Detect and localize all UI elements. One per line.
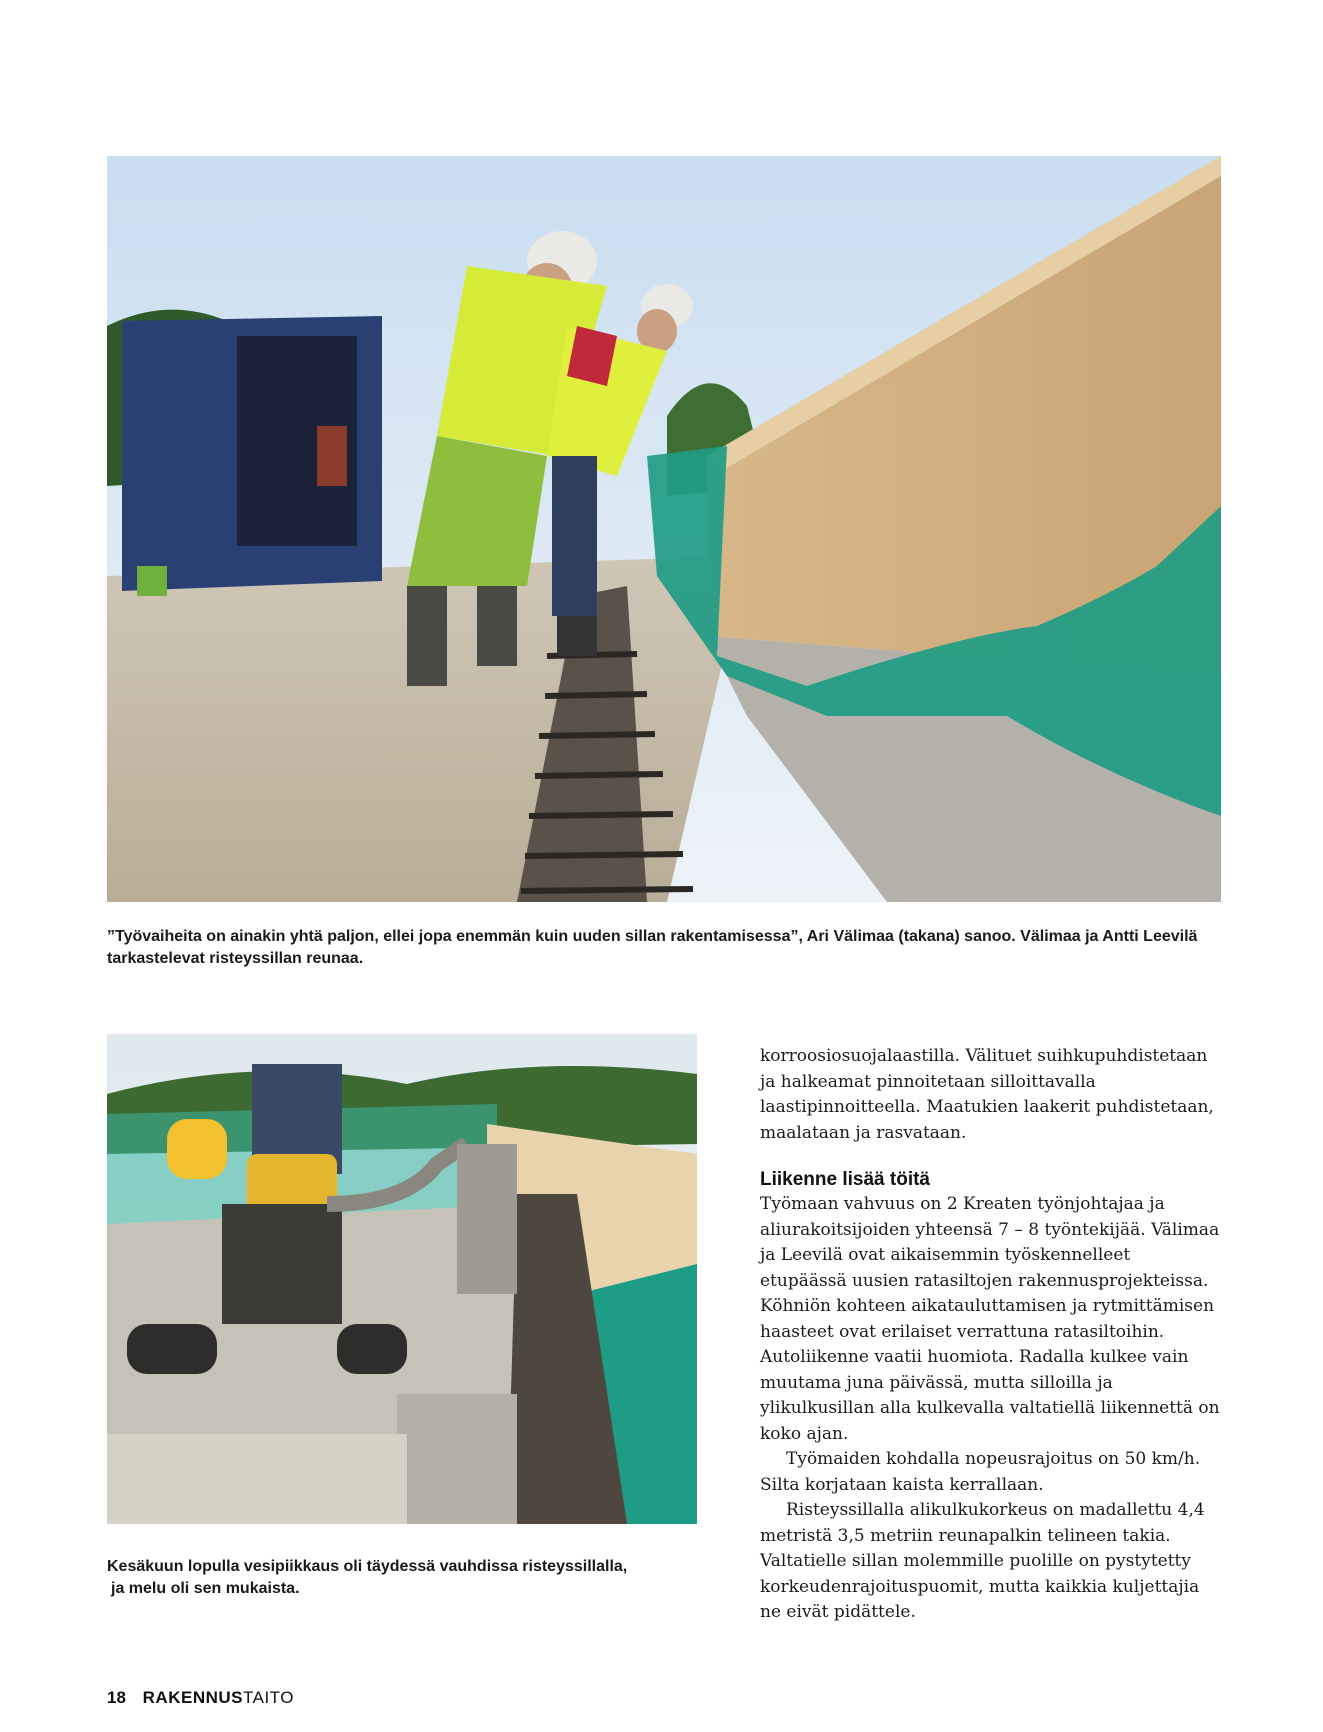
photo-hydrodemolition-robot	[107, 1034, 697, 1524]
page-number: 18	[107, 1688, 126, 1707]
caption-bottom-line1: Kesäkuun lopulla vesipiikkaus oli täydessä vauhdissa risteyssillalla,	[107, 1558, 628, 1575]
article-paragraph-3: Risteyssillalla alikulkukorkeus on madallettu 4,4 metristä 3,5 metriin reunapalkin telineen takia. Valtatielle sillan molemmille puolille on pystytetty korkeudenrajoituspuomit, mutta kaikkia kuljettajia ne eivät pidättele.	[760, 1500, 1205, 1622]
photo-workers-bridge-edge	[107, 156, 1221, 902]
caption-bottom-line2: ja melu oli sen mukaista.	[111, 1580, 300, 1597]
page-footer	[107, 1688, 294, 1708]
article-intro: korroosiosuojalaastilla. Välituet suihkupuhdistetaan ja halkeamat pinnoitetaan silloittavalla laastipinnoitteella. Maatukien laakerit puhdistetaan, maalataan ja rasvataan.	[760, 1046, 1214, 1143]
photo-robot-illustration	[107, 1034, 697, 1524]
magazine-brand-light: TAITO	[243, 1688, 294, 1707]
photo-caption-top	[107, 926, 1221, 970]
caption-top-text: ”Työvaiheita on ainakin yhtä paljon, ellei jopa enemmän kuin uuden sillan rakentamisessa”, Ari Välimaa (takana) sanoo. Välimaa ja Antti Leevilä tarkastelevat risteyssillan reunaa.	[107, 928, 1198, 967]
article-column	[760, 1044, 1222, 1626]
article-paragraph-2: Työmaiden kohdalla nopeusrajoitus on 50 km/h. Silta korjataan kaista kerrallaan.	[760, 1449, 1201, 1495]
photo-caption-bottom	[107, 1556, 707, 1600]
article-subheading: Liikenne lisää töitä	[760, 1169, 930, 1190]
photo-workers-illustration	[107, 156, 1221, 902]
article-paragraph-1: Työmaan vahvuus on 2 Kreaten työnjohtajaa ja aliurakoitsijoiden yhteensä 7 – 8 työntekijää. Välimaa ja Leevilä ovat aikaisemmin työskennelleet etupäässä uusien ratasiltojen rakennusprojekteissa. Köhniön kohteen aikatauluttamisen ja rytmittämisen haasteet ovat erilaiset verrattuna ratasiltoihin. Autoliikenne vaatii huomiota. Radalla kulkee vain muutama juna päivässä, mutta silloilla ja ylikulkusillan alla kulkevalla valtatiellä liikennettä on koko ajan.	[760, 1194, 1220, 1444]
magazine-brand-bold: RAKENNUS	[142, 1688, 243, 1707]
